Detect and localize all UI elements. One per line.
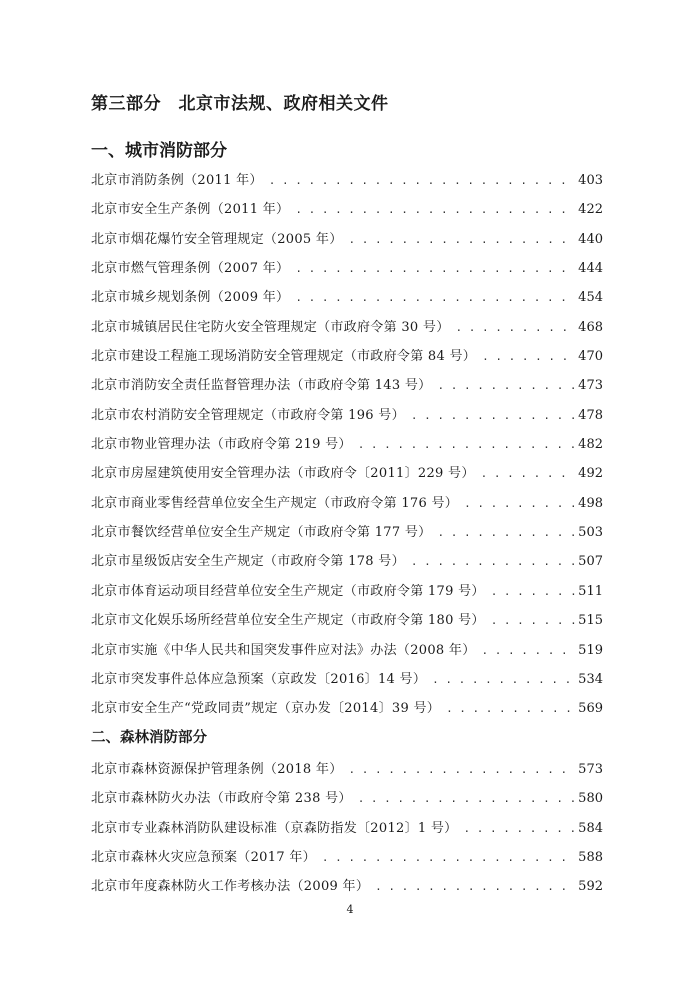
toc-entry-page: 592	[578, 879, 603, 895]
toc-entry-title: 北京市农村消防安全管理规定（市政府令第 196 号）	[91, 407, 405, 423]
toc-entry-title: 北京市森林资源保护管理条例（2018 年）	[91, 762, 343, 777]
dot-leader	[358, 430, 575, 459]
toc-entry-page: 498	[578, 495, 603, 511]
toc-list-forest-fire	[91, 755, 603, 902]
toc-entry	[91, 755, 603, 784]
toc-entry	[91, 814, 603, 843]
dot-leader	[295, 283, 575, 312]
toc-entry-title: 北京市城乡规划条例（2009 年）	[91, 290, 290, 306]
toc-entry-page: 584	[578, 820, 603, 836]
toc-entry-title: 北京市建设工程施工现场消防安全管理规定（市政府令第 84 号）	[91, 349, 477, 365]
toc-entry-title: 北京市燃气管理条例（2007 年）	[91, 261, 290, 277]
toc-entry-page: 468	[578, 319, 603, 335]
toc-entry-title: 北京市年度森林防火工作考核办法（2009 年）	[91, 879, 370, 895]
toc-entry-page: 515	[578, 613, 603, 629]
toc-entry-title: 北京市消防安全责任监督管理办法（市政府令第 143 号）	[91, 378, 432, 394]
section-title-urban-fire: 一、城市消防部分	[91, 141, 227, 161]
toc-entry-title: 北京市安全生产“党政同责”规定（京办发〔2014〕39 号）	[91, 701, 441, 717]
toc-entry	[91, 636, 603, 665]
dot-leader	[482, 342, 575, 371]
toc-entry	[91, 283, 603, 312]
toc-entry-title: 北京市城镇居民住宅防火安全管理规定（市政府令第 30 号）	[91, 319, 450, 335]
dot-leader	[349, 755, 576, 784]
dot-leader	[481, 459, 576, 488]
toc-entry-page: 482	[578, 437, 603, 453]
toc-entry-page: 454	[578, 290, 603, 306]
toc-entry	[91, 577, 603, 606]
toc-entry-title: 北京市森林防火办法（市政府令第 238 号）	[91, 791, 352, 807]
toc-entry	[91, 694, 603, 723]
toc-entry-title: 北京市物业管理办法（市政府令第 219 号）	[91, 437, 352, 453]
dot-leader	[269, 166, 575, 195]
toc-entry-title: 北京市房屋建筑使用安全管理办法（市政府令〔2011〕229 号）	[91, 466, 475, 482]
toc-entry-page: 478	[578, 407, 603, 423]
toc-entry	[91, 195, 603, 224]
toc-entry-title: 北京市星级饭店安全生产规定（市政府令第 178 号）	[91, 554, 405, 570]
toc-entry-title: 北京市突发事件总体应急预案（京政发〔2016〕14 号）	[91, 671, 427, 687]
toc-entry-page: 519	[578, 642, 603, 658]
toc-entry	[91, 518, 603, 547]
dot-leader	[322, 843, 575, 872]
dot-leader	[437, 371, 575, 400]
dot-leader	[464, 489, 575, 518]
toc-entry	[91, 225, 603, 254]
dot-leader	[491, 577, 575, 606]
toc-entry-page: 440	[578, 231, 603, 247]
toc-entry	[91, 459, 603, 488]
toc-entry-title: 北京市商业零售经营单位安全生产规定（市政府令第 176 号）	[91, 495, 459, 511]
toc-entry	[91, 665, 603, 694]
toc-entry-page: 470	[578, 349, 603, 365]
toc-entry	[91, 254, 603, 283]
dot-leader	[411, 401, 575, 430]
dot-leader	[358, 784, 575, 813]
toc-entry-page: 569	[578, 701, 603, 717]
toc-entry	[91, 430, 603, 459]
toc-entry	[91, 606, 603, 635]
toc-list-urban-fire	[91, 166, 603, 724]
toc-entry-page: 534	[578, 671, 603, 687]
dot-leader	[437, 518, 575, 547]
toc-entry-page: 422	[578, 202, 603, 218]
page-number: 4	[346, 903, 354, 916]
dot-leader	[411, 547, 575, 576]
toc-entry-title: 北京市文化娱乐场所经营单位安全生产规定（市政府令第 180 号）	[91, 613, 485, 629]
toc-entry	[91, 872, 603, 901]
toc-entry-title: 北京市专业森林消防队建设标准（京森防指发〔2012〕1 号）	[91, 820, 458, 836]
toc-entry-page: 444	[578, 261, 603, 277]
section-title-forest-fire: 二、森林消防部分	[91, 730, 207, 746]
part-title: 第三部分 北京市法规、政府相关文件	[91, 94, 389, 114]
toc-entry-title: 北京市体育运动项目经营单位安全生产规定（市政府令第 179 号）	[91, 583, 485, 599]
dot-leader	[349, 225, 576, 254]
toc-entry	[91, 547, 603, 576]
toc-entry	[91, 843, 603, 872]
toc-entry	[91, 342, 603, 371]
toc-entry	[91, 489, 603, 518]
dot-leader	[432, 665, 575, 694]
dot-leader	[375, 872, 575, 901]
toc-entry-title: 北京市餐饮经营单位安全生产规定（市政府令第 177 号）	[91, 525, 432, 541]
toc-entry	[91, 313, 603, 342]
dot-leader	[295, 195, 575, 224]
toc-entry-page: 473	[578, 378, 603, 394]
toc-entry-title: 北京市森林火灾应急预案（2017 年）	[91, 850, 316, 866]
toc-entry-page: 573	[578, 762, 603, 777]
dot-leader	[446, 694, 575, 723]
dot-leader	[482, 636, 576, 665]
toc-entry	[91, 166, 603, 195]
toc-entry-page: 580	[578, 791, 603, 807]
dot-leader	[295, 254, 575, 283]
toc-entry	[91, 371, 603, 400]
toc-entry-title: 北京市安全生产条例（2011 年）	[91, 202, 290, 218]
toc-entry	[91, 784, 603, 813]
toc-entry-page: 588	[578, 850, 603, 866]
dot-leader	[456, 313, 576, 342]
toc-entry-page: 503	[578, 525, 603, 541]
toc-entry-page: 492	[578, 466, 603, 482]
toc-entry-page: 403	[578, 173, 603, 188]
toc-entry-title: 北京市消防条例（2011 年）	[91, 173, 263, 188]
toc-entry-title: 北京市烟花爆竹安全管理规定（2005 年）	[91, 231, 343, 247]
toc-entry	[91, 401, 603, 430]
toc-entry-title: 北京市实施《中华人民共和国突发事件应对法》办法（2008 年）	[91, 642, 476, 658]
dot-leader	[491, 606, 575, 635]
toc-entry-page: 507	[578, 554, 603, 570]
toc-entry-page: 511	[578, 583, 603, 599]
dot-leader	[464, 814, 576, 843]
